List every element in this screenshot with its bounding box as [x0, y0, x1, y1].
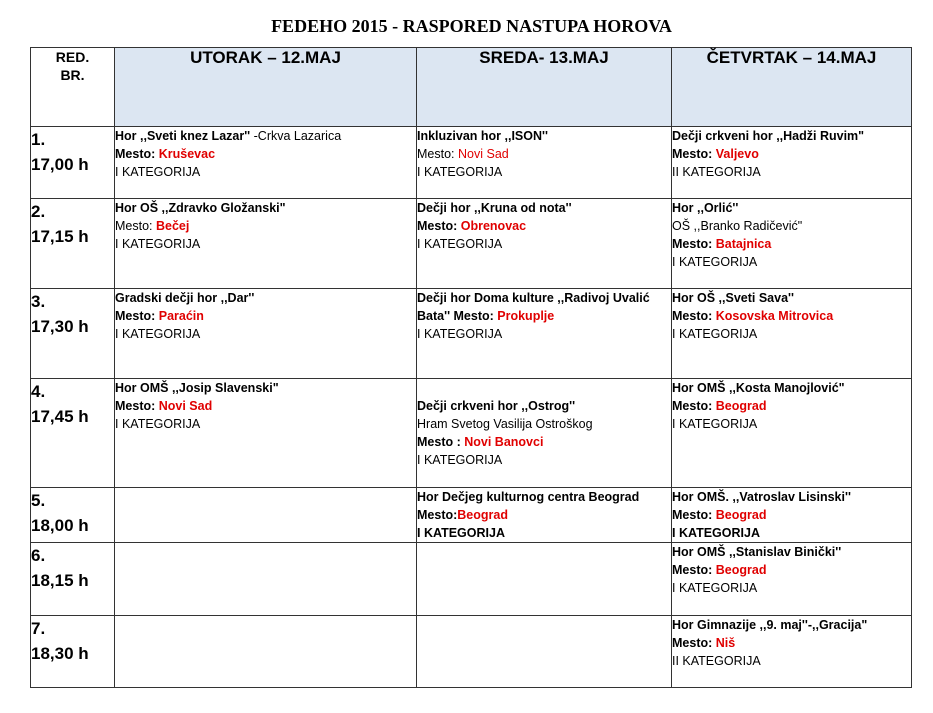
- slot-time: 18,00 h: [31, 516, 89, 535]
- schedule-table: [30, 47, 912, 688]
- page-title: FEDEHO 2015 - RASPORED NASTUPA HOROVA: [271, 16, 672, 36]
- category: I KATEGORIJA: [417, 526, 505, 540]
- category: I KATEGORIJA: [672, 417, 758, 431]
- place-value: Prokuplje: [497, 309, 555, 323]
- choir-venue: -Crkva Lazarica: [250, 129, 342, 143]
- performance-cell: [417, 289, 672, 379]
- choir-name-cont: Bata'': [417, 309, 454, 323]
- slot-cell: [31, 379, 115, 488]
- choir-school: OŠ ,,Branko Radičević": [672, 219, 803, 233]
- slot-number: 6.: [31, 546, 46, 565]
- slot-time: 17,00 h: [31, 155, 89, 174]
- choir-name: Dečji hor ,,Kruna od nota'': [417, 201, 572, 215]
- choir-name: Gradski dečji hor ,,Dar'': [115, 291, 255, 305]
- header-day-wednesday: SREDA- 13.MAJ: [417, 48, 672, 127]
- place-value: Batajnica: [715, 237, 772, 251]
- category: I KATEGORIJA: [672, 255, 758, 269]
- choir-name: Hor Gimnazije ,,9. maj''-,,Gracija": [672, 618, 868, 632]
- slot-cell: [31, 199, 115, 289]
- slot-number: 7.: [31, 619, 46, 638]
- slot-number: 3.: [31, 292, 46, 311]
- place-value: Kruševac: [158, 147, 216, 161]
- place-label: Mesto:: [417, 219, 461, 233]
- place-label: Mesto:: [417, 147, 458, 161]
- place-label: Mesto:: [417, 508, 458, 522]
- category: I KATEGORIJA: [672, 526, 760, 540]
- performance-cell: [115, 379, 417, 488]
- slot-number: 2.: [31, 202, 46, 221]
- table-row: [31, 616, 912, 688]
- slot-cell: [31, 616, 115, 688]
- place-value: Novi Banovci: [464, 435, 544, 449]
- category: II KATEGORIJA: [672, 165, 761, 179]
- header-number-line2: BR.: [60, 67, 85, 83]
- category: I KATEGORIJA: [115, 417, 201, 431]
- choir-name: Hor OŠ ,,Sveti Sava'': [672, 291, 794, 305]
- slot-number: 1.: [31, 130, 46, 149]
- category: I KATEGORIJA: [417, 453, 503, 467]
- cell-spacer: [417, 379, 671, 397]
- empty-cell: [115, 616, 417, 688]
- performance-cell: [672, 543, 912, 616]
- place-value: Bečej: [156, 219, 190, 233]
- place-value: Obrenovac: [460, 219, 527, 233]
- category: I KATEGORIJA: [417, 237, 503, 251]
- performance-cell: [672, 199, 912, 289]
- empty-cell: [115, 543, 417, 616]
- category: I KATEGORIJA: [115, 327, 201, 341]
- header-number: [31, 48, 115, 127]
- place-label: Mesto:: [672, 563, 716, 577]
- slot-cell: [31, 289, 115, 379]
- place-label: Mesto:: [115, 399, 159, 413]
- performance-cell: [417, 127, 672, 199]
- table-row: [31, 488, 912, 543]
- category: I KATEGORIJA: [417, 327, 503, 341]
- place-label: Mesto:: [672, 399, 716, 413]
- place-label: Mesto:: [672, 237, 716, 251]
- place-label: Mesto:: [672, 636, 716, 650]
- place-label: Mesto:: [115, 309, 159, 323]
- choir-name: Hor ,,Sveti knez Lazar'': [115, 129, 251, 143]
- slot-time: 17,45 h: [31, 407, 89, 426]
- place-value: Kosovska Mitrovica: [715, 309, 834, 323]
- place-label: Mesto:: [672, 147, 716, 161]
- performance-cell: [417, 488, 672, 543]
- place-label: Mesto:: [453, 309, 498, 323]
- slot-time: 17,30 h: [31, 317, 89, 336]
- table-row: [31, 543, 912, 616]
- place-value: Valjevo: [715, 147, 759, 161]
- performance-cell: [672, 379, 912, 488]
- table-row: [31, 379, 912, 488]
- place-value: Beograd: [715, 563, 767, 577]
- category: I KATEGORIJA: [672, 581, 758, 595]
- header-day-tuesday: UTORAK – 12.MAJ: [115, 48, 417, 127]
- header-day-thursday: ČETVRTAK – 14.MAJ: [672, 48, 912, 127]
- choir-name: Inkluzivan hor ,,ISON'': [417, 129, 548, 143]
- performance-cell: [417, 379, 672, 488]
- place-value: Novi Sad: [158, 399, 213, 413]
- slot-time: 17,15 h: [31, 227, 89, 246]
- slot-time: 18,15 h: [31, 571, 89, 590]
- choir-venue: Hram Svetog Vasilija Ostroškog: [417, 417, 593, 431]
- performance-cell: [672, 488, 912, 543]
- choir-name: Hor ,,Orlić'': [672, 201, 739, 215]
- performance-cell: [115, 199, 417, 289]
- table-row: [31, 289, 912, 379]
- place-value: Beograd: [715, 508, 767, 522]
- choir-name: Dečji crkveni hor ,,Ostrog'': [417, 399, 576, 413]
- category: I KATEGORIJA: [672, 327, 758, 341]
- place-label: Mesto:: [672, 508, 716, 522]
- choir-name: Hor OMŠ ,,Kosta Manojlović": [672, 381, 845, 395]
- performance-cell: [115, 289, 417, 379]
- header-number-line1: RED.: [55, 49, 90, 65]
- performance-cell: [115, 127, 417, 199]
- choir-name: Dečji crkveni hor ,,Hadži Ruvim": [672, 129, 865, 143]
- choir-name: Hor Dečjeg kulturnog centra Beograd: [417, 490, 640, 504]
- slot-cell: [31, 127, 115, 199]
- choir-name: Dečji hor Doma kulture ,,Radivoj Uvalić: [417, 291, 650, 305]
- slot-number: 5.: [31, 491, 46, 510]
- category: I KATEGORIJA: [115, 237, 201, 251]
- category: I KATEGORIJA: [417, 165, 503, 179]
- category: I KATEGORIJA: [115, 165, 201, 179]
- empty-cell: [115, 488, 417, 543]
- slot-cell: [31, 488, 115, 543]
- choir-name: Hor OMŠ. ,,Vatroslav Lisinski'': [672, 490, 851, 504]
- place-value: Niš: [715, 636, 736, 650]
- slot-time: 18,30 h: [31, 644, 89, 663]
- place-label: Mesto:: [672, 309, 716, 323]
- empty-cell: [417, 543, 672, 616]
- place-label: Mesto:: [115, 219, 156, 233]
- header-row: [31, 48, 912, 127]
- table-row: [31, 127, 912, 199]
- choir-name: Hor OŠ ,,Zdravko Gložanski": [115, 201, 286, 215]
- choir-name: Hor OMŠ ,,Josip Slavenski": [115, 381, 279, 395]
- empty-cell: [417, 616, 672, 688]
- place-value: Beograd: [457, 508, 508, 522]
- performance-cell: [672, 616, 912, 688]
- slot-cell: [31, 543, 115, 616]
- performance-cell: [417, 199, 672, 289]
- performance-cell: [672, 127, 912, 199]
- table-row: [31, 199, 912, 289]
- place-value: Beograd: [715, 399, 767, 413]
- performance-cell: [672, 289, 912, 379]
- place-value: Paraćin: [158, 309, 204, 323]
- category: II KATEGORIJA: [672, 654, 761, 668]
- choir-name: Hor OMŠ ,,Stanislav Binički'': [672, 545, 842, 559]
- place-label: Mesto:: [115, 147, 159, 161]
- slot-number: 4.: [31, 382, 46, 401]
- place-label: Mesto :: [417, 435, 465, 449]
- place-value: Novi Sad: [458, 147, 509, 161]
